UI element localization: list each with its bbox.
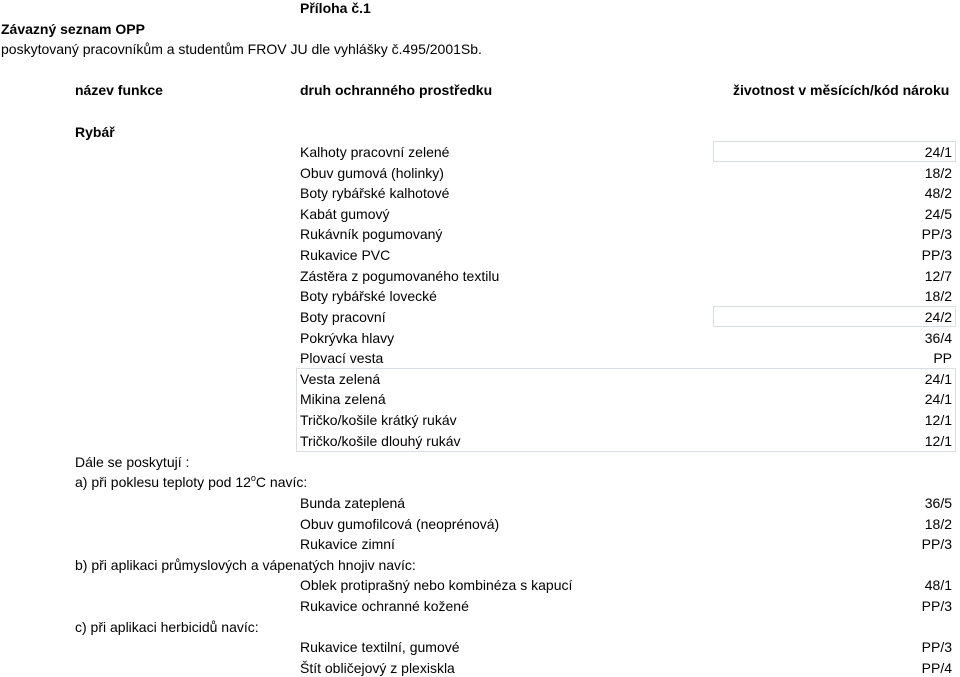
item-name: Boty rybářské kalhotové xyxy=(300,185,450,201)
section-b-label: b) při aplikaci průmyslových a vápenatých hnojiv navíc: xyxy=(75,557,416,573)
item-name: Oblek protiprašný nebo kombinéza s kapucí xyxy=(300,577,573,593)
item-name: Mikina zelená xyxy=(300,391,386,407)
item-code: 12/1 xyxy=(924,412,952,428)
item-name: Obuv gumová (holinky) xyxy=(300,165,444,181)
item-code: 48/2 xyxy=(924,185,952,201)
item-code: PP/3 xyxy=(921,226,952,242)
item-name: Tričko/košile dlouhý rukáv xyxy=(300,433,461,449)
item-name: Kalhoty pracovní zelené xyxy=(300,144,450,160)
item-code: PP xyxy=(933,350,952,366)
document-title: Závazný seznam OPP xyxy=(1,21,145,37)
item-code: PP/3 xyxy=(921,639,952,655)
appendix-label: Příloha č.1 xyxy=(300,0,371,16)
section-a-label-suffix: C navíc: xyxy=(255,474,308,490)
item-name: Obuv gumofilcová (neoprénová) xyxy=(300,516,500,532)
item-name: Bunda zateplená xyxy=(300,495,406,511)
item-code: PP/3 xyxy=(921,536,952,552)
document-subtitle: poskytovaný pracovníkům a studentům FROV JU dle vyhlášky č.495/2001Sb. xyxy=(1,41,482,57)
item-name: Kabát gumový xyxy=(300,206,390,222)
column-header-equipment: druh ochranného prostředku xyxy=(300,82,493,98)
role-name: Rybář xyxy=(75,124,115,140)
item-code: 18/2 xyxy=(924,288,952,304)
item-name: Zástěra z pogumovaného textilu xyxy=(300,268,500,284)
item-code: 18/2 xyxy=(924,516,952,532)
item-name: Rukavice PVC xyxy=(300,247,391,263)
item-code: 36/4 xyxy=(924,330,952,346)
cell-border xyxy=(713,306,956,327)
column-header-function: název funkce xyxy=(75,82,163,98)
item-code: 18/2 xyxy=(924,165,952,181)
item-code: PP/3 xyxy=(921,247,952,263)
item-name: Vesta zelená xyxy=(300,371,381,387)
extra-intro: Dále se poskytují : xyxy=(75,454,190,470)
item-code: 24/5 xyxy=(924,206,952,222)
section-a-label-text: a) při poklesu teploty pod 12 xyxy=(75,474,251,490)
item-code: 12/1 xyxy=(924,433,952,449)
item-name: Plovací vesta xyxy=(300,350,384,366)
column-header-lifetime: životnost v měsících/kód nároku xyxy=(733,82,950,98)
section-c-label: c) při aplikaci herbicidů navíc: xyxy=(75,619,259,635)
item-name: Pokrývka hlavy xyxy=(300,330,395,346)
item-code: 36/5 xyxy=(924,495,952,511)
item-name: Rukavice textilní, gumové xyxy=(300,639,460,655)
item-code: 24/1 xyxy=(924,144,952,160)
item-name: Štít obličejový z plexiskla xyxy=(300,660,455,676)
item-name: Rukavice zimní xyxy=(300,536,395,552)
item-code: 24/2 xyxy=(924,309,952,325)
item-code: 24/1 xyxy=(924,391,952,407)
cell-border xyxy=(713,141,956,162)
item-code: 12/7 xyxy=(924,268,952,284)
item-code: 48/1 xyxy=(924,577,952,593)
item-name: Rukavice ochranné kožené xyxy=(300,598,469,614)
item-code: 24/1 xyxy=(924,371,952,387)
item-name: Boty rybářské lovecké xyxy=(300,288,437,304)
degree-superscript: o xyxy=(250,473,256,483)
item-name: Rukávník pogumovaný xyxy=(300,226,443,242)
item-name: Tričko/košile krátký rukáv xyxy=(300,412,457,428)
item-code: PP/3 xyxy=(921,598,952,614)
section-a-label xyxy=(75,474,307,490)
item-name: Boty pracovní xyxy=(300,309,386,325)
item-code: PP/4 xyxy=(921,660,952,676)
